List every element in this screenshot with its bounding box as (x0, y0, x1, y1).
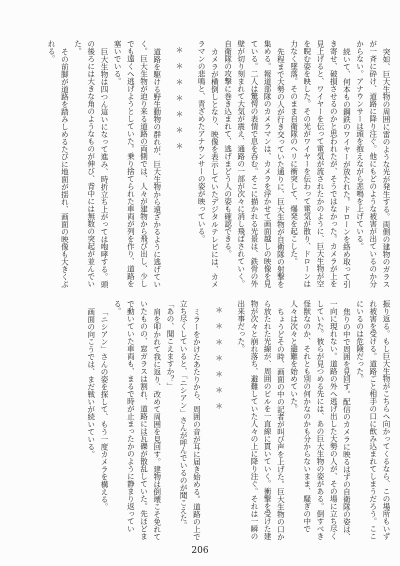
paragraph: 先程まで大勢の人が行き交っていた通りに、巨大生物が自衛隊の射撃を集める。報道部隊のカメラマンは、カメラを浮かせて画面越しの映像を見ている。二人は驚愕の表情で息を呑む。そこに描かれる光景は、鉄骨の外壁が切り刻まれて大気が震え、通路の一部が次々に消し飛ばされていく。自衛隊の攻撃に巻き込まれて、逃げまどう人の姿も確認できる。 (223, 40, 286, 288)
paragraph: 道路を駆ける野生動物の群れが、巨大生物から遠ざかるように逃げていく。巨大生物が迫り来る道路の両側では、人々が建物から飛び出し、少しでも遠くへ逃げようとしていた。乗り捨てられた車両が列を作り、道路を塞いでいる。 (113, 40, 162, 288)
paragraph: 画面の向こうでは、まだ戦いが続いている。 (86, 307, 96, 458)
upper-tier (27, 40, 393, 290)
scene-break: ＊＊＊＊＊＊＊ (214, 306, 224, 418)
paragraph: ちょうどその時、画面の中の記者が叫び声を上げた。巨大生物の口から放たれた光線が、周囲のビルを一直線に貫いていく。衝撃を受けた建物が次々と崩れ落ち、避難していた人々の上に降り注ぐ。それは一瞬の出来事だった。 (236, 300, 286, 540)
page-number: 206 (191, 546, 209, 556)
paragraph: 巨大生物は四つん這いになって進み、時折立ち上がっては咆哮する。頭の後ろには大きな角のようなものが伸び、背中には無数の突起が並んでいた。 (73, 40, 109, 288)
lower-tier (27, 300, 393, 542)
paragraph: 突如、巨大生物の周囲に雷のような光が発生する。両側の建物のガラスが一斉に砕け、道路に降り注ぐ。他にもどのような被害が出ているのか分からない。アナウンサーは頭を抱えながら悲鳴を上げている。 (355, 40, 391, 288)
paragraph: ミラーをかけたあたりから、周囲の音が耳に届き始める。道路の上で立ち尽くしていると、「ニシアン」さんが呼んでいるのが聞こえた。 (179, 300, 202, 540)
dialogue-line: 「あの、聞こえますか？」 (165, 300, 175, 390)
paragraph: 肩を叩かれて我に返り、改めて周囲を見回す。建物は倒壊こそ免れていたものの、窓ガラスは割れ、道路には瓦礫が散乱していた。先ほどまで動いていた車両も、まるで時が止まったかのように静まり返っている。 (113, 300, 162, 540)
scene-break: ＊＊＊＊＊＊＊ (174, 46, 184, 158)
paragraph: 焦りの中で周囲を見回す。配信のカメラに映るはずの自衛隊の姿は、一向に現れない。道路の外へ逃げ出した大勢の人が、その場に立ち尽くしていた。彼らが見つめる先には、あの巨大生物の姿がある。倒すべき怪獣なのか、それとも別の何かなのかも分からないまま、騒ぎの中で人々は次々と避難を始めていた。 (289, 300, 352, 540)
paragraph: 続いて、何本もの鋼鉄のワイヤーが放たれた。ドローンを絡め取って引き寄せ、破損させるのかと思われたが、そうではなかった。カメラが上を見上げると、ワイヤーを伝って電気が流されたかのように、巨大生物が空を睨む姿を映した。その光がワイヤーを伝わって電気が散り、ドローンは力なく墜落。そのまま自衛隊のヘリに衝突して、爆発を起こした。 (289, 40, 352, 288)
paragraph: カメラが横倒しとなり、映像を表示していたデジタルテレビには、カメラマンの悲鳴と、青ざめたアナウンサーの姿が映っている。 (197, 40, 220, 288)
paragraph: 振り返る。もし巨大生物がこちらへ向かってくるなら、この場所もいずれ被害を受ける。道路ごと相手の口に飲み込まれてしまうだろう。ここにいるのは危険だった。 (355, 300, 391, 540)
paragraph: 「ニシアン」さんの姿を探して、もう一度カメラを構える。 (99, 307, 109, 510)
paragraph: その前脚が道路を踏みしめるたびに地面が揺れ、画面の映像も大きくぶれる。 (47, 40, 70, 288)
